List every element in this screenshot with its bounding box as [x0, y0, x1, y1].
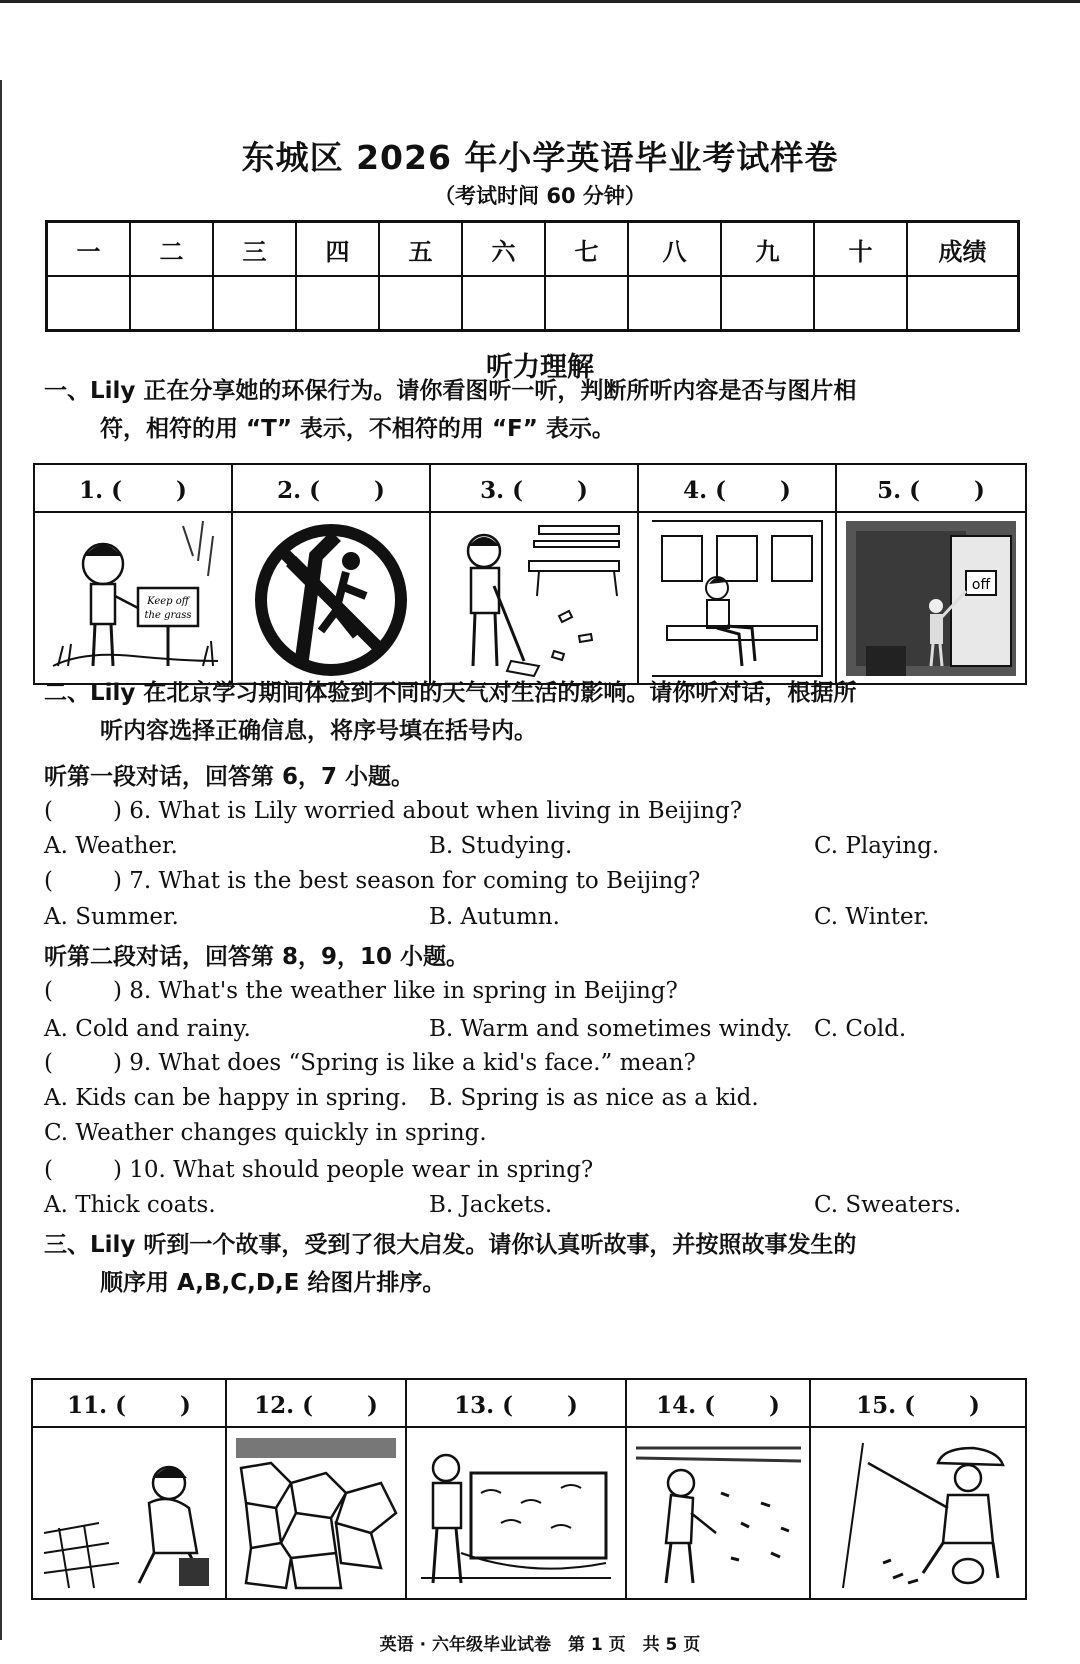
score-header-cell: 八 — [628, 222, 721, 277]
option-c[interactable]: C. Winter. — [814, 904, 930, 930]
answer-blank-6[interactable]: ( — [44, 798, 53, 824]
score-header-cell: 十 — [814, 222, 907, 277]
answer-blank-11[interactable]: 11. ( ) — [32, 1379, 226, 1427]
picture-man-sitting-dry-land — [32, 1427, 226, 1599]
answer-blank-2[interactable]: 2. ( ) — [232, 464, 430, 512]
question-6 — [44, 796, 1034, 826]
exam-subtitle: （考试时间 60 分钟） — [434, 184, 646, 208]
answer-blank-10[interactable]: ( — [44, 1157, 53, 1183]
option-c[interactable]: C. Sweaters. — [814, 1192, 962, 1218]
picture-switching-off-light — [836, 512, 1026, 684]
question-text: ) 10. What should people wear in spring? — [112, 1157, 594, 1183]
part1-picture-table — [33, 463, 1027, 685]
picture-man-with-fish-pond — [406, 1427, 626, 1599]
part1-instruction-line2: 符，相符的用 “T” 表示，不相符的用 “F” 表示。 — [100, 416, 615, 442]
picture-boy-keep-off-grass — [34, 512, 232, 684]
part3-instruction-line2: 顺序用 A,B,C,D,E 给图片排序。 — [100, 1270, 446, 1296]
score-header-cell: 三 — [213, 222, 296, 277]
score-header-cell: 成绩 — [907, 222, 1019, 277]
question-text: ) 8. What's the weather like in spring in Beijing? — [112, 978, 678, 1004]
svg-text:the grass: the grass — [144, 609, 192, 621]
part1-instruction-line1: 一、Lily 正在分享她的环保行为。请你看图听一听，判断所听内容是否与图片相 — [44, 378, 857, 404]
answer-blank-1[interactable]: 1. ( ) — [34, 464, 232, 512]
picture-no-climbing-tree-sign — [232, 512, 430, 684]
option-a[interactable]: A. Weather. — [44, 833, 178, 859]
answer-blank-15[interactable]: 15. ( ) — [810, 1379, 1026, 1427]
answer-blank-7[interactable]: ( — [44, 868, 53, 894]
question-9 — [44, 1048, 1034, 1078]
question-8 — [44, 976, 1034, 1006]
score-header-cell: 五 — [379, 222, 462, 277]
picture-man-bending-riverbank — [626, 1427, 810, 1599]
sign-text: Keep off — [147, 595, 189, 607]
page-left-border — [0, 80, 2, 1640]
option-c[interactable]: C. Weather changes quickly in spring. — [44, 1120, 487, 1146]
part1-instruction — [44, 372, 1014, 448]
part2-instruction — [44, 674, 1014, 750]
switch-text: off — [971, 576, 991, 593]
option-b[interactable]: B. Warm and sometimes windy. — [429, 1016, 793, 1042]
answer-blank-8[interactable]: ( — [44, 978, 53, 1004]
option-c[interactable]: C. Playing. — [814, 833, 940, 859]
page-top-border — [0, 0, 1080, 3]
score-blank-cell[interactable] — [379, 276, 462, 331]
option-c[interactable]: C. Cold. — [814, 1016, 907, 1042]
score-blank-cell[interactable] — [907, 276, 1019, 331]
question-text: ) 6. What is Lily worried about when living in Beijing? — [112, 798, 743, 824]
part2-instruction-line1: 二、Lily 在北京学习期间体验到不同的天气对生活的影响。请你听对话，根据所 — [44, 680, 857, 706]
part2-instruction-line2: 听内容选择正确信息，将序号填在括号内。 — [100, 718, 537, 744]
option-a[interactable]: A. Kids can be happy in spring. — [44, 1085, 408, 1111]
score-blank-cell[interactable] — [721, 276, 814, 331]
answer-blank-13[interactable]: 13. ( ) — [406, 1379, 626, 1427]
picture-woman-on-subway — [638, 512, 836, 684]
score-header-cell: 一 — [47, 222, 131, 277]
answer-blank-4[interactable]: 4. ( ) — [638, 464, 836, 512]
question-text: ) 9. What does “Spring is like a kid's face.” mean? — [112, 1050, 696, 1076]
question-7 — [44, 866, 1034, 896]
score-header-cell: 九 — [721, 222, 814, 277]
score-blank-cell[interactable] — [130, 276, 213, 331]
part3-instruction-line1: 三、Lily 听到一个故事，受到了很大启发。请你认真听故事，并按照故事发生的 — [44, 1232, 857, 1258]
option-b[interactable]: B. Autumn. — [429, 904, 560, 930]
score-header-cell: 六 — [462, 222, 545, 277]
section-title-listening: 听力理解 — [486, 352, 594, 383]
part3-picture-table — [31, 1378, 1027, 1600]
score-header-cell: 七 — [545, 222, 628, 277]
score-blank-cell[interactable] — [47, 276, 131, 331]
option-b[interactable]: B. Jackets. — [429, 1192, 553, 1218]
score-table-blank-row — [47, 276, 1019, 331]
score-blank-cell[interactable] — [814, 276, 907, 331]
answer-blank-9[interactable]: ( — [44, 1050, 53, 1076]
answer-blank-14[interactable]: 14. ( ) — [626, 1379, 810, 1427]
option-b[interactable]: B. Studying. — [429, 833, 573, 859]
score-header-cell: 二 — [130, 222, 213, 277]
answer-blank-3[interactable]: 3. ( ) — [430, 464, 638, 512]
question-text: ) 7. What is the best season for coming to Beijing? — [112, 868, 701, 894]
score-blank-cell[interactable] — [545, 276, 628, 331]
part3-instruction — [44, 1226, 1014, 1302]
picture-man-fishing — [810, 1427, 1026, 1599]
answer-blank-12[interactable]: 12. ( ) — [226, 1379, 406, 1427]
score-header-cell: 四 — [296, 222, 379, 277]
answer-blank-5[interactable]: 5. ( ) — [836, 464, 1026, 512]
score-table — [45, 220, 1020, 332]
picture-girl-sweeping-park — [430, 512, 638, 684]
score-blank-cell[interactable] — [462, 276, 545, 331]
picture-cracked-dry-ground — [226, 1427, 406, 1599]
score-blank-cell[interactable] — [628, 276, 721, 331]
score-blank-cell[interactable] — [213, 276, 296, 331]
question-10 — [44, 1155, 1034, 1185]
exam-title: 东城区 2026 年小学英语毕业考试样卷 — [241, 138, 839, 177]
option-a[interactable]: A. Summer. — [44, 904, 179, 930]
option-b[interactable]: B. Spring is as nice as a kid. — [429, 1085, 759, 1111]
score-blank-cell[interactable] — [296, 276, 379, 331]
dialog1-heading: 听第一段对话，回答第 6，7 小题。 — [44, 764, 415, 790]
dialog2-heading: 听第二段对话，回答第 8，9，10 小题。 — [44, 944, 470, 970]
page-footer: 英语 · 六年级毕业试卷 第 1 页 共 5 页 — [379, 1635, 701, 1655]
option-a[interactable]: A. Cold and rainy. — [44, 1016, 251, 1042]
score-table-header-row — [47, 222, 1019, 277]
option-a[interactable]: A. Thick coats. — [44, 1192, 216, 1218]
